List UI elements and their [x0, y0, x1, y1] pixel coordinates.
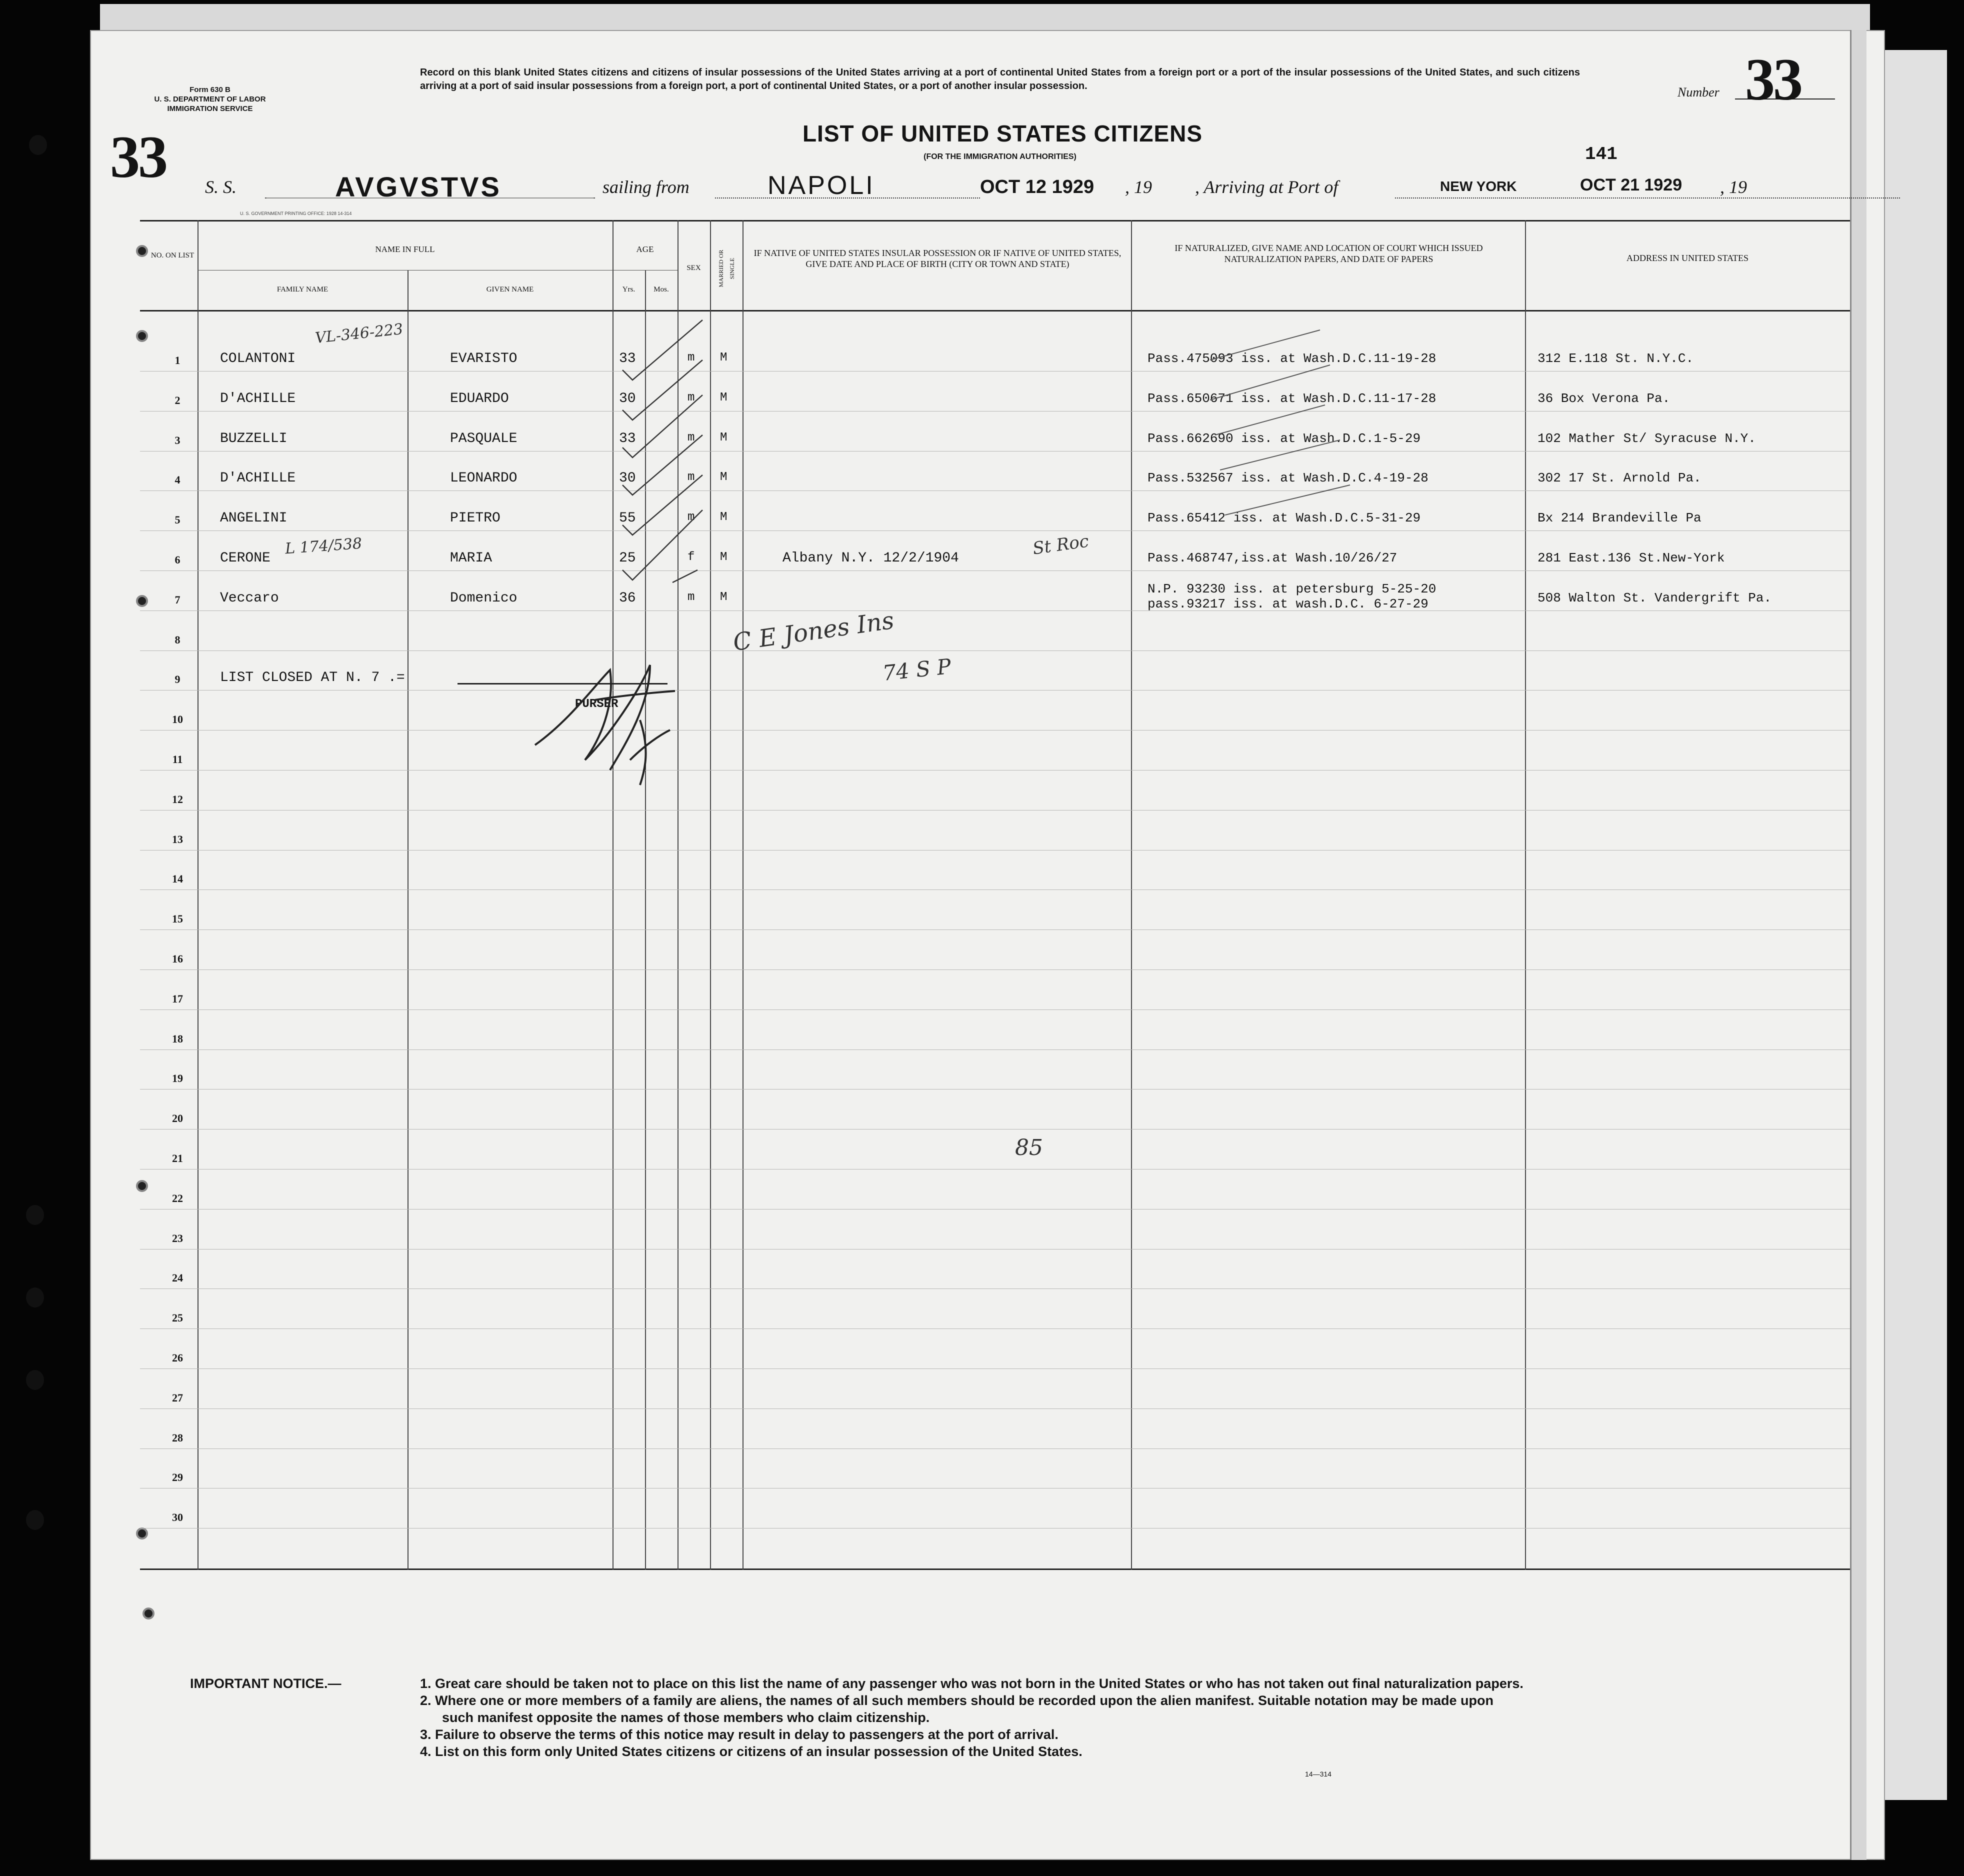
header-no-on-list: NO. ON LIST [150, 252, 194, 260]
notice-label: IMPORTANT NOTICE.— [190, 1676, 342, 1691]
punch-hole-icon [26, 1370, 44, 1390]
row-line [140, 1368, 1850, 1369]
row-number: 2 [174, 394, 180, 406]
page-title: LIST OF UNITED STATES CITIZENS [802, 120, 1203, 146]
handwritten-row6-note: L 174/538 [284, 534, 363, 558]
family-name-cell: D'ACHILLE [220, 470, 296, 486]
page-mark: 85 [1015, 1135, 1043, 1160]
given-name-cell: Domenico [450, 590, 518, 606]
sailing-from-port: NAPOLI [768, 171, 875, 200]
notice-items [420, 1675, 1820, 1760]
manifest-table [140, 220, 1850, 1570]
notice-item-2: 2. Where one or more members of a family are aliens, the names of all such members should be recorded upon the alien manifest. Suitable notation may be made upon [420, 1693, 1494, 1708]
row-number: 21 [172, 1152, 183, 1164]
top-notice: Record on this blank United States citizens and citizens of insular possessions of the United States arriving at a port of continental United States from a foreign port or a port of the insular possessions of the United States, and such citizens arriving at a port of said insular possessions from a foreign port, a port of continental United States, or a port of another insular possession. [420, 67, 1580, 92]
birth-place-cell: Albany N.Y. 12/2/1904 [782, 550, 959, 566]
check-marks-icon [612, 310, 742, 610]
row-line [140, 371, 1850, 372]
sex-cell: m [688, 430, 695, 444]
given-name-cell: MARIA [450, 550, 492, 566]
row-number: 27 [172, 1391, 183, 1404]
row-line [140, 1328, 1850, 1329]
naturalization-cell: Pass.468747,iss.at Wash.10/26/27 [1148, 550, 1398, 566]
address-cell: 312 E.118 St. N.Y.C. [1538, 351, 1694, 366]
given-name-cell: LEONARDO [450, 470, 518, 486]
row-number: 13 [172, 832, 183, 846]
address-cell: 281 East.136 St.New-York [1538, 550, 1725, 566]
header-address: ADDRESS IN UNITED STATES [1626, 253, 1749, 263]
sex-cell: f [688, 550, 695, 564]
naturalization-cell-2: pass.93217 iss. at wash.D.C. 6-27-29 [1148, 596, 1428, 612]
row-number: 14 [172, 872, 183, 886]
marital-status-cell: M [720, 351, 728, 364]
ss-label: S. S. [205, 177, 236, 197]
form-code: 14—314 [1305, 1770, 1332, 1778]
row-number: 8 [174, 633, 180, 646]
naturalization-cell: Pass.532567 iss. at Wash.D.C.4-19-28 [1148, 470, 1428, 486]
sex-cell: m [688, 470, 695, 484]
given-name-cell: PASQUALE [450, 430, 518, 446]
row-line [140, 1209, 1850, 1210]
row-number: 25 [172, 1312, 183, 1324]
header-given-name: GIVEN NAME [486, 286, 534, 294]
address-cell: Bx 214 Brandeville Pa [1538, 510, 1702, 526]
arrival-date: OCT 21 1929 [1580, 176, 1682, 194]
naturalization-cell: Pass.650671 iss. at Wash.D.C.11-17-28 [1148, 390, 1436, 406]
form-identifier [150, 85, 270, 114]
address-cell: 102 Mather St/ Syracuse N.Y. [1538, 430, 1756, 446]
col-divider [1525, 220, 1526, 1570]
list-number-right: 33 [1745, 46, 1801, 112]
row-number: 30 [172, 1511, 183, 1524]
sheet-edge [1850, 30, 1866, 1860]
family-name-cell: CERONE [220, 550, 270, 566]
header-naturalized: IF NATURALIZED, GIVE NAME AND LOCATION OF COURT WHICH ISSUED NATURALIZATION PAPERS, AND DATE OF PAPERS [1174, 243, 1483, 264]
row-number: 23 [172, 1232, 183, 1244]
marital-status-cell: M [720, 510, 728, 524]
row-number: 3 [174, 434, 180, 446]
address-cell: 36 Box Verona Pa. [1538, 390, 1670, 406]
list-number-left: 33 [110, 124, 166, 190]
handwritten-note-2: 74 S P [881, 654, 952, 686]
row-number: 16 [172, 952, 183, 965]
ship-name: AVGVSTVS [335, 171, 502, 202]
year-label-1: , 19 [1125, 177, 1152, 197]
given-name-cell: EDUARDO [450, 390, 509, 406]
age-cell: 55 [619, 510, 636, 526]
row-line [140, 1089, 1850, 1090]
purser-label: PURSER [575, 698, 618, 711]
row-line [140, 650, 1850, 651]
row-number: 5 [174, 514, 180, 526]
row-number: 19 [172, 1072, 183, 1085]
form-number: Form 630 B [190, 86, 230, 94]
row-number: 15 [172, 912, 183, 926]
review-strokes-icon [1200, 325, 1425, 540]
notice-item-1: 1. Great care should be taken not to place on this list the name of any passenger who was not born in the United States or who has not taken out final naturalization papers. [420, 1676, 1524, 1691]
row-number: 28 [172, 1431, 183, 1444]
punch-hole-icon [29, 135, 47, 155]
naturalization-cell: Pass.662690 iss. at Wash.D.C.1-5-29 [1148, 430, 1421, 446]
row-line [140, 530, 1850, 531]
row-number: 12 [172, 792, 183, 806]
row-line [140, 1408, 1850, 1409]
sex-cell: m [688, 510, 695, 524]
header-sex: SEX [686, 264, 701, 272]
row-number: 26 [172, 1352, 183, 1364]
marital-status-cell: M [720, 590, 728, 604]
row-number: 1 [174, 354, 180, 366]
family-name-cell: ANGELINI [220, 510, 288, 526]
page-subtitle: (FOR THE IMMIGRATION AUTHORITIES) [924, 152, 1076, 161]
age-cell: 36 [619, 590, 636, 606]
address-cell: 508 Walton St. Vandergrift Pa. [1538, 590, 1772, 606]
family-name-cell: D'ACHILLE [220, 390, 296, 406]
naturalization-cell: N.P. 93230 iss. at petersburg 5-25-20 [1148, 581, 1436, 596]
printer-line: U. S. GOVERNMENT PRINTING OFFICE: 1928 14-314 [240, 211, 352, 216]
given-name-cell: PIETRO [450, 510, 500, 526]
marital-status-cell: M [720, 430, 728, 444]
marital-status-cell: M [720, 390, 728, 404]
sailing-date: OCT 12 1929 [980, 176, 1094, 198]
sex-cell: m [688, 351, 695, 364]
stamp-number: 141 [1585, 144, 1618, 164]
row-number: 17 [172, 992, 183, 1005]
given-name-cell: EVARISTO [450, 351, 518, 366]
naturalization-cell: Pass.65412 iss. at Wash.D.C.5-31-29 [1148, 510, 1421, 526]
row-number: 4 [174, 474, 180, 486]
family-name-cell: COLANTONI [220, 351, 296, 366]
row-line [140, 1288, 1850, 1289]
row-line [140, 411, 1850, 412]
row-number: 6 [174, 554, 180, 566]
row-line [140, 1448, 1850, 1449]
punch-hole-icon [26, 1205, 44, 1225]
age-cell: 25 [619, 550, 636, 566]
header-family-name: FAMILY NAME [276, 286, 328, 294]
family-name-cell: Veccaro [220, 590, 279, 606]
header-name-in-full: NAME IN FULL [375, 244, 435, 254]
ship-info-row [0, 172, 1850, 202]
row-line [140, 490, 1850, 491]
age-cell: 33 [619, 430, 636, 446]
year-label-2: , 19 [1720, 177, 1747, 197]
sex-cell: m [688, 390, 695, 404]
row-number: 18 [172, 1032, 183, 1045]
col-divider [742, 220, 744, 1570]
notice-item-2-cont: such manifest opposite the names of those members who claim citizenship. [442, 1710, 930, 1725]
punch-hole-icon [26, 1288, 44, 1308]
row-number: 10 [172, 713, 183, 726]
number-label: Number [1678, 85, 1720, 100]
header-married-single: MARRIED OR SINGLE [718, 250, 736, 288]
handwritten-row1-note: VL-346-223 [314, 320, 404, 348]
marital-status-cell: M [720, 470, 728, 484]
row-line [140, 1249, 1850, 1250]
family-name-cell: BUZZELLI [220, 430, 288, 446]
header-yrs: Yrs. [622, 286, 636, 294]
department: U. S. DEPARTMENT OF LABOR [154, 95, 266, 104]
header-age: AGE [636, 244, 654, 254]
sex-cell: m [688, 590, 695, 604]
row-line [140, 570, 1850, 571]
pin-hole-icon [142, 1608, 154, 1620]
row-line [140, 1129, 1850, 1130]
header-mos: Mos. [654, 286, 669, 294]
col-divider [1131, 220, 1132, 1570]
marital-status-cell: M [720, 550, 728, 564]
purser-signature-icon [525, 645, 690, 790]
handwritten-row6-right: St Roc [1031, 531, 1090, 559]
header-bottom-rule [140, 310, 1850, 312]
sailing-from-label: sailing from [602, 177, 690, 197]
row-number: 20 [172, 1112, 183, 1125]
row-number: 9 [174, 673, 180, 686]
notice-item-3: 3. Failure to observe the terms of this notice may result in delay to passengers at the port of arrival. [420, 1727, 1058, 1742]
service: IMMIGRATION SERVICE [167, 104, 253, 113]
row-number: 29 [172, 1471, 183, 1484]
row-number: 7 [174, 593, 180, 606]
address-cell: 302 17 St. Arnold Pa. [1538, 470, 1702, 486]
list-closed-text: LIST CLOSED AT N. 7 .= [220, 670, 405, 686]
punch-hole-icon [26, 1510, 44, 1530]
row-line [140, 451, 1850, 452]
row-line [140, 610, 1850, 611]
notice-item-4: 4. List on this form only United States citizens or citizens of an insular possession of the United States. [420, 1744, 1082, 1759]
naturalization-cell: Pass.475093 iss. at Wash.D.C.11-19-28 [1148, 351, 1436, 366]
age-cell: 30 [619, 470, 636, 486]
row-number: 11 [172, 753, 183, 766]
row-number: 24 [172, 1272, 183, 1284]
age-cell: 30 [619, 390, 636, 406]
header-native-birth: IF NATIVE OF UNITED STATES INSULAR POSSESSION OR IF NATIVE OF UNITED STATES, GIVE DATE AND PLACE OF BIRTH (CITY OR TOWN AND STATE) [754, 248, 1122, 269]
row-line [140, 1169, 1850, 1170]
row-number: 22 [172, 1192, 183, 1204]
age-cell: 33 [619, 351, 636, 366]
arriving-port: NEW YORK [1440, 178, 1517, 194]
handwritten-note-1: C E Jones Ins [731, 606, 896, 657]
arriving-label: , Arriving at Port of [1195, 177, 1338, 197]
